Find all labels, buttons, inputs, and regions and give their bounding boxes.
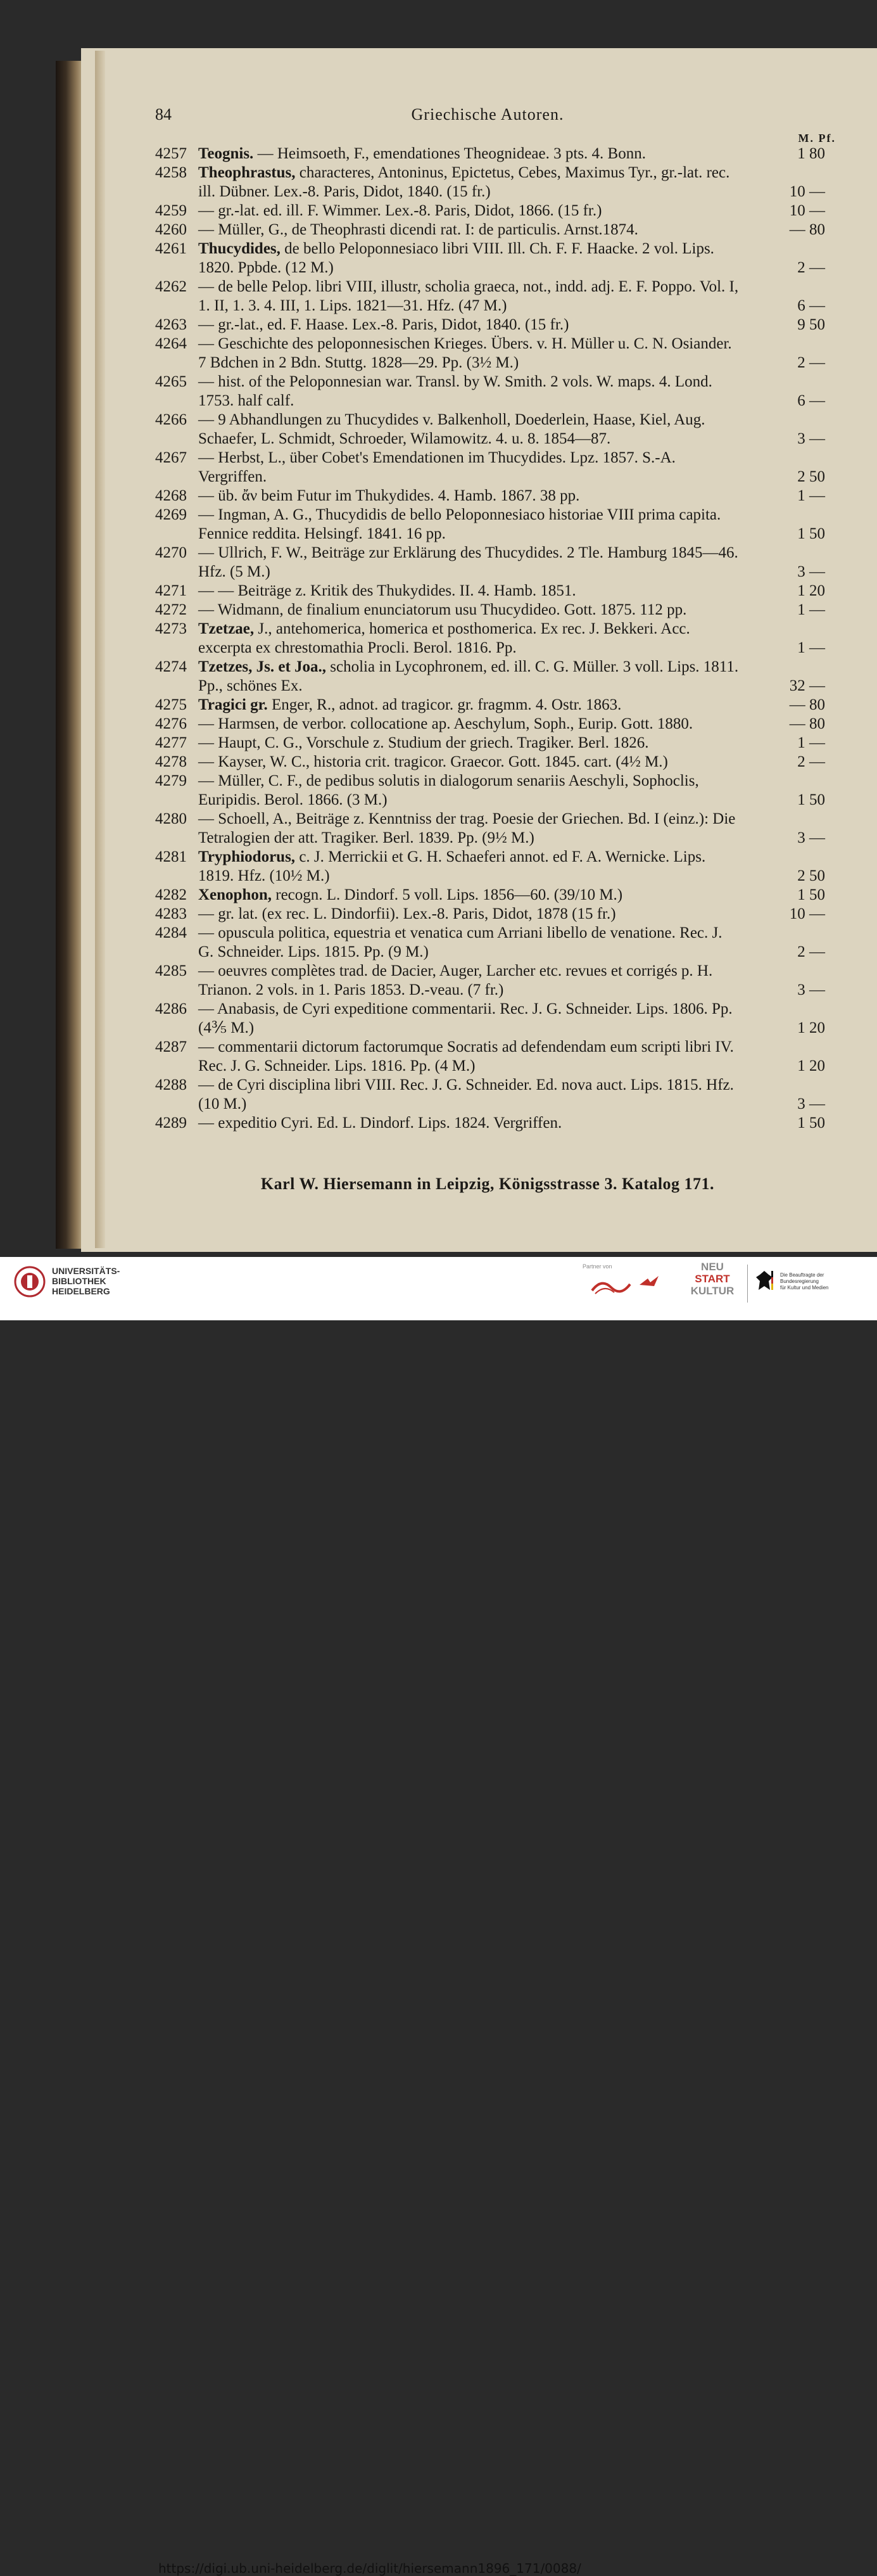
entry-price: 3 — bbox=[797, 829, 825, 846]
catalog-entry bbox=[155, 335, 825, 373]
entry-number: 4259 bbox=[155, 202, 187, 219]
entry-description bbox=[198, 506, 741, 544]
logo-divider bbox=[747, 1265, 748, 1303]
catalog-entry bbox=[155, 772, 825, 810]
entry-price: 3 — bbox=[797, 1095, 825, 1113]
entry-price: 10 — bbox=[789, 905, 825, 922]
entry-description bbox=[198, 753, 741, 772]
entry-price: 10 — bbox=[789, 202, 825, 219]
entry-price: 3 — bbox=[797, 981, 825, 998]
entry-number: 4257 bbox=[155, 145, 187, 162]
entry-number: 4268 bbox=[155, 487, 187, 504]
entry-number: 4260 bbox=[155, 221, 187, 238]
catalog-footer: Karl W. Hiersemann in Leipzig, Königsstrasse 3. Katalog 171. bbox=[260, 1175, 715, 1193]
catalog-entry bbox=[155, 734, 825, 753]
catalog-entry bbox=[155, 239, 825, 277]
neustart-kultur-logo bbox=[690, 1261, 735, 1297]
entry-price: 10 — bbox=[789, 183, 825, 200]
entry-text: — Ullrich, F. W., Beiträge zur Erklärung des Thucydides. 2 Tle. Hamburg 1845—46. Hfz. (5 M.) bbox=[198, 544, 738, 580]
entry-price: 1 — bbox=[797, 734, 825, 751]
university-library-name: UNIVERSITÄTS- BIBLIOTHEK HEIDELBERG bbox=[52, 1266, 120, 1296]
neustart-line-2: START bbox=[695, 1273, 730, 1285]
entry-text: — opuscula politica, equestria et venatica cum Arriani libello de venatione. Rec. J. G. Schneider. Lips. 1815. Pp. (9 M.) bbox=[198, 924, 722, 960]
permalink-url[interactable]: https://digi.ub.uni-heidelberg.de/diglit/hiersemann1896_171/0088/ bbox=[158, 2561, 581, 2576]
entry-text: — Harmsen, de verbor. collocatione ap. Aeschylum, Soph., Eurip. Gott. 1880. bbox=[198, 715, 693, 732]
entry-text: — gr.-lat. ed. ill. F. Wimmer. Lex.-8. Paris, Didot, 1866. (15 fr.) bbox=[198, 202, 602, 219]
entry-description bbox=[198, 411, 741, 449]
catalog-entry bbox=[155, 144, 825, 163]
entry-author: Xenophon, bbox=[198, 886, 272, 903]
entry-text: Enger, R., adnot. ad tragicor. gr. fragmm. 4. Ostr. 1863. bbox=[267, 696, 622, 713]
entry-text: — Schoell, A., Beiträge z. Kenntniss der trag. Poesie der Griechen. Bd. I (einz.): Die Tetralogien der att. Tragiker. Berl. 1839. Pp. (9½ M.) bbox=[198, 810, 736, 846]
entry-text: — hist. of the Peloponnesian war. Transl. by W. Smith. 2 vols. W. maps. 4. Lond. 1753. half calf. bbox=[198, 373, 712, 409]
entry-description bbox=[198, 905, 741, 924]
entry-number: 4261 bbox=[155, 240, 187, 257]
catalog-entry bbox=[155, 373, 825, 411]
ddb-logo-icon bbox=[589, 1275, 633, 1300]
catalog-entry bbox=[155, 449, 825, 487]
university-seal-icon bbox=[14, 1266, 46, 1298]
catalog-entry bbox=[155, 487, 825, 506]
entry-description bbox=[198, 1114, 741, 1133]
entry-number: 4274 bbox=[155, 658, 187, 675]
entry-description bbox=[198, 810, 741, 848]
entry-price: 2 — bbox=[797, 259, 825, 276]
entry-description bbox=[198, 163, 741, 201]
entry-number: 4278 bbox=[155, 753, 187, 770]
catalog-entry bbox=[155, 544, 825, 582]
entry-price: 1 — bbox=[797, 487, 825, 504]
federal-eagle-icon bbox=[755, 1268, 774, 1294]
entry-description bbox=[198, 239, 741, 277]
catalog-entry bbox=[155, 658, 825, 696]
entry-description bbox=[198, 220, 741, 239]
neustart-line-3: KULTUR bbox=[690, 1285, 735, 1297]
catalog-entry bbox=[155, 924, 825, 962]
entry-text: — de Cyri disciplina libri VIII. Rec. J. G. Schneider. Ed. nova auct. Lips. 1815. Hfz. (10 M.) bbox=[198, 1076, 734, 1113]
entry-text: — oeuvres complètes trad. de Dacier, Auger, Larcher etc. revues et corrigés p. H. Trianon. 2 vols. in 1. Paris 1853. D.-veau. (7 fr.) bbox=[198, 962, 713, 998]
entry-number: 4258 bbox=[155, 164, 187, 181]
entry-number: 4285 bbox=[155, 962, 187, 979]
entry-price: — 80 bbox=[789, 221, 825, 238]
entry-price: 1 50 bbox=[797, 886, 825, 903]
entry-price: 1 20 bbox=[797, 582, 825, 599]
entry-number: 4271 bbox=[155, 582, 187, 599]
entry-price: — 80 bbox=[789, 696, 825, 713]
entry-text: J., antehomerica, homerica et posthomerica. Ex rec. J. Bekkeri. Acc. excerpta ex chrestomathia Procli. Berol. 1816. Pp. bbox=[198, 620, 690, 656]
entry-description bbox=[198, 696, 741, 715]
entry-description bbox=[198, 620, 741, 658]
catalog-entry bbox=[155, 201, 825, 220]
entry-text: — Anabasis, de Cyri expeditione commentarii. Rec. J. G. Schneider. Lips. 1806. Pp. (4⅗ M.) bbox=[198, 1000, 733, 1036]
entry-price: 2 — bbox=[797, 943, 825, 960]
entry-description bbox=[198, 715, 741, 734]
catalog-entry bbox=[155, 1038, 825, 1076]
entry-text: — Herbst, L., über Cobet's Emendationen im Thucydides. Lpz. 1857. S.-A. Vergriffen. bbox=[198, 449, 676, 485]
entry-text: — üb. ἄν beim Futur im Thukydides. 4. Hamb. 1867. 38 pp. bbox=[198, 487, 580, 504]
entry-number: 4266 bbox=[155, 411, 187, 428]
entry-author: Tzetzes, Js. et Joa., bbox=[198, 658, 327, 675]
entry-text: — gr.-lat., ed. F. Haase. Lex.-8. Paris, Didot, 1840. (15 fr.) bbox=[198, 316, 569, 333]
entry-text: — Widmann, de finalium enunciatorum usu Thucydideo. Gott. 1875. 112 pp. bbox=[198, 601, 687, 618]
partner-label: Partner von bbox=[583, 1263, 612, 1270]
entry-text: — — Beiträge z. Kritik des Thukydides. II. 4. Hamb. 1851. bbox=[198, 582, 576, 599]
entry-price: 1 20 bbox=[797, 1019, 825, 1036]
entry-description bbox=[198, 734, 741, 753]
entry-description bbox=[198, 373, 741, 411]
entry-description bbox=[198, 772, 741, 810]
entry-text: characteres, Antoninus, Epictetus, Cebes, Maximus Tyr., gr.-lat. rec. ill. Dübner. Lex.-8. Paris, Didot, 1840. (15 fr.) bbox=[198, 164, 730, 200]
entry-number: 4275 bbox=[155, 696, 187, 713]
entry-number: 4284 bbox=[155, 924, 187, 941]
entry-number: 4287 bbox=[155, 1038, 187, 1055]
entry-description bbox=[198, 1038, 741, 1076]
catalog-entry bbox=[155, 1076, 825, 1114]
entry-price: 2 — bbox=[797, 354, 825, 371]
entry-number: 4289 bbox=[155, 1114, 187, 1132]
catalog-entry bbox=[155, 962, 825, 1000]
entry-price: 9 50 bbox=[797, 316, 825, 333]
entry-text: — expeditio Cyri. Ed. L. Dindorf. Lips. 1824. Vergriffen. bbox=[198, 1114, 562, 1132]
entry-number: 4288 bbox=[155, 1076, 187, 1094]
catalog-entry bbox=[155, 620, 825, 658]
catalog-entry bbox=[155, 1114, 825, 1133]
entry-price: 6 — bbox=[797, 297, 825, 314]
entry-author: Tragici gr. bbox=[198, 696, 268, 713]
entry-description bbox=[198, 601, 741, 620]
currency-header: M. Pf. bbox=[798, 132, 836, 144]
entry-author: Teognis. bbox=[198, 145, 254, 162]
entry-number: 4262 bbox=[155, 278, 187, 295]
entry-text: — Kayser, W. C., historia crit. tragicor. Graecor. Gott. 1845. cart. (4½ M.) bbox=[198, 753, 668, 770]
catalog-entry bbox=[155, 582, 825, 601]
catalog-entry bbox=[155, 411, 825, 449]
catalog-entry bbox=[155, 696, 825, 715]
catalog-entry bbox=[155, 220, 825, 239]
entry-text: — Ingman, A. G., Thucydidis de bello Peloponnesiaco historiae VIII prima capita. Fennice reddita. Helsingf. 1841. 16 pp. bbox=[198, 506, 721, 542]
entry-number: 4267 bbox=[155, 449, 187, 466]
entry-number: 4279 bbox=[155, 772, 187, 789]
catalog-entry bbox=[155, 810, 825, 848]
entry-number: 4264 bbox=[155, 335, 187, 352]
entry-number: 4272 bbox=[155, 601, 187, 618]
entry-text: — Geschichte des peloponnesischen Krieges. Übers. v. H. Müller u. C. N. Osiander. 7 Bdchen in 2 Bdn. Stuttg. 1828—29. Pp. (3½ M.) bbox=[198, 335, 732, 371]
catalog-entry bbox=[155, 1000, 825, 1038]
entry-author: Thucydides, bbox=[198, 240, 281, 257]
catalog-entry bbox=[155, 316, 825, 335]
entry-description bbox=[198, 962, 741, 1000]
entry-description bbox=[198, 886, 741, 905]
entry-price: 2 — bbox=[797, 753, 825, 770]
entry-description bbox=[198, 1000, 741, 1038]
entry-number: 4286 bbox=[155, 1000, 187, 1017]
catalog-entry bbox=[155, 163, 825, 201]
entry-text: — Müller, G., de Theophrasti dicendi rat. I: de particulis. Arnst.1874. bbox=[198, 221, 638, 238]
entry-text: c. J. Merrickii et G. H. Schaeferi annot. ed F. A. Wernicke. Lips. 1819. Hfz. (10½ M.) bbox=[198, 848, 706, 884]
entry-number: 4263 bbox=[155, 316, 187, 333]
entry-price: 1 50 bbox=[797, 1114, 825, 1132]
entry-author: Theophrastus, bbox=[198, 164, 296, 181]
catalog-entries bbox=[155, 144, 825, 1133]
entry-description bbox=[198, 449, 741, 487]
entry-description bbox=[198, 335, 741, 373]
entry-text: — Haupt, C. G., Vorschule z. Studium der griech. Tragiker. Berl. 1826. bbox=[198, 734, 649, 751]
catalog-entry bbox=[155, 848, 825, 886]
catalog-entry bbox=[155, 886, 825, 905]
entry-number: 4273 bbox=[155, 620, 187, 637]
entry-price: 1 80 bbox=[797, 145, 825, 162]
catalog-entry bbox=[155, 715, 825, 734]
entry-number: 4282 bbox=[155, 886, 187, 903]
page-edge bbox=[95, 51, 105, 1248]
entry-price: 1 50 bbox=[797, 791, 825, 808]
entry-description bbox=[198, 201, 741, 220]
page-number: 84 bbox=[155, 105, 172, 124]
entry-price: 32 — bbox=[789, 677, 825, 694]
entry-description bbox=[198, 848, 741, 886]
entry-description bbox=[198, 1076, 741, 1114]
catalog-entry bbox=[155, 506, 825, 544]
entry-price: 1 20 bbox=[797, 1057, 825, 1074]
entry-price: 2 50 bbox=[797, 468, 825, 485]
entry-text: — de belle Pelop. libri VIII, illustr, scholia graeca, not., indd. adj. E. F. Poppo. Vol. I, 1. II, 1. 3. 4. III, 1. Lips. 1821—31. Hfz. (47 M.) bbox=[198, 278, 739, 314]
entry-number: 4283 bbox=[155, 905, 187, 922]
entry-text: — 9 Abhandlungen zu Thucydides v. Balkenholl, Doederlein, Haase, Kiel, Aug. Schaefer, L. Schmidt, Schroeder, Wilamowitz. 4. u. 8. 1854—87. bbox=[198, 411, 705, 447]
entry-price: 1 — bbox=[797, 601, 825, 618]
entry-text: — Heimsoeth, F., emendationes Theognideae. 3 pts. 4. Bonn. bbox=[253, 145, 646, 162]
entry-description bbox=[198, 487, 741, 506]
entry-price: 3 — bbox=[797, 563, 825, 580]
entry-price: — 80 bbox=[789, 715, 825, 732]
entry-number: 4265 bbox=[155, 373, 187, 390]
entry-description bbox=[198, 316, 741, 335]
bird-icon bbox=[636, 1272, 662, 1291]
page-title: Griechische Autoren. bbox=[411, 105, 564, 124]
entry-author: Tryphiodorus, bbox=[198, 848, 296, 865]
catalog-entry bbox=[155, 277, 825, 316]
entry-number: 4270 bbox=[155, 544, 187, 561]
entry-number: 4280 bbox=[155, 810, 187, 827]
entry-price: 3 — bbox=[797, 430, 825, 447]
entry-number: 4276 bbox=[155, 715, 187, 732]
entry-number: 4277 bbox=[155, 734, 187, 751]
entry-text: de bello Peloponnesiaco libri VIII. Ill. Ch. F. F. Haacke. 2 vol. Lips. 1820. Ppbde. (12 M.) bbox=[198, 240, 714, 276]
entry-description bbox=[198, 144, 741, 163]
neustart-line-1: NEU bbox=[701, 1261, 724, 1273]
entry-number: 4281 bbox=[155, 848, 187, 865]
entry-text: — Müller, C. F., de pedibus solutis in dialogorum senariis Aeschyli, Sophoclis, Euripidis. Berol. 1866. (3 M.) bbox=[198, 772, 699, 808]
entry-description bbox=[198, 582, 741, 601]
entry-text: recogn. L. Dindorf. 5 voll. Lips. 1856—60. (39/10 M.) bbox=[272, 886, 623, 903]
catalog-entry bbox=[155, 601, 825, 620]
entry-text: — commentarii dictorum factorumque Socratis ad defendendam eum scripti libri IV. Rec. J. G. Schneider. Lips. 1816. Pp. (4 M.) bbox=[198, 1038, 734, 1074]
viewer-footer-bar bbox=[0, 1257, 877, 2576]
catalog-entry bbox=[155, 753, 825, 772]
entry-number: 4269 bbox=[155, 506, 187, 523]
entry-text: — gr. lat. (ex rec. L. Dindorfii). Lex.-8. Paris, Didot, 1878 (15 fr.) bbox=[198, 905, 616, 922]
entry-price: 1 50 bbox=[797, 525, 825, 542]
entry-text: scholia in Lycophronem, ed. ill. C. G. Müller. 3 voll. Lips. 1811. Pp., schönes Ex. bbox=[198, 658, 739, 694]
entry-description bbox=[198, 544, 741, 582]
entry-author: Tzetzae, bbox=[198, 620, 255, 637]
entry-price: 1 — bbox=[797, 639, 825, 656]
entry-description bbox=[198, 924, 741, 962]
entry-price: 2 50 bbox=[797, 867, 825, 884]
entry-description bbox=[198, 658, 741, 696]
entry-price: 6 — bbox=[797, 392, 825, 409]
entry-description bbox=[198, 277, 741, 316]
catalog-entry bbox=[155, 905, 825, 924]
federal-commissioner-text: Die Beauftragte der Bundesregierung für Kultur und Medien bbox=[780, 1272, 829, 1291]
